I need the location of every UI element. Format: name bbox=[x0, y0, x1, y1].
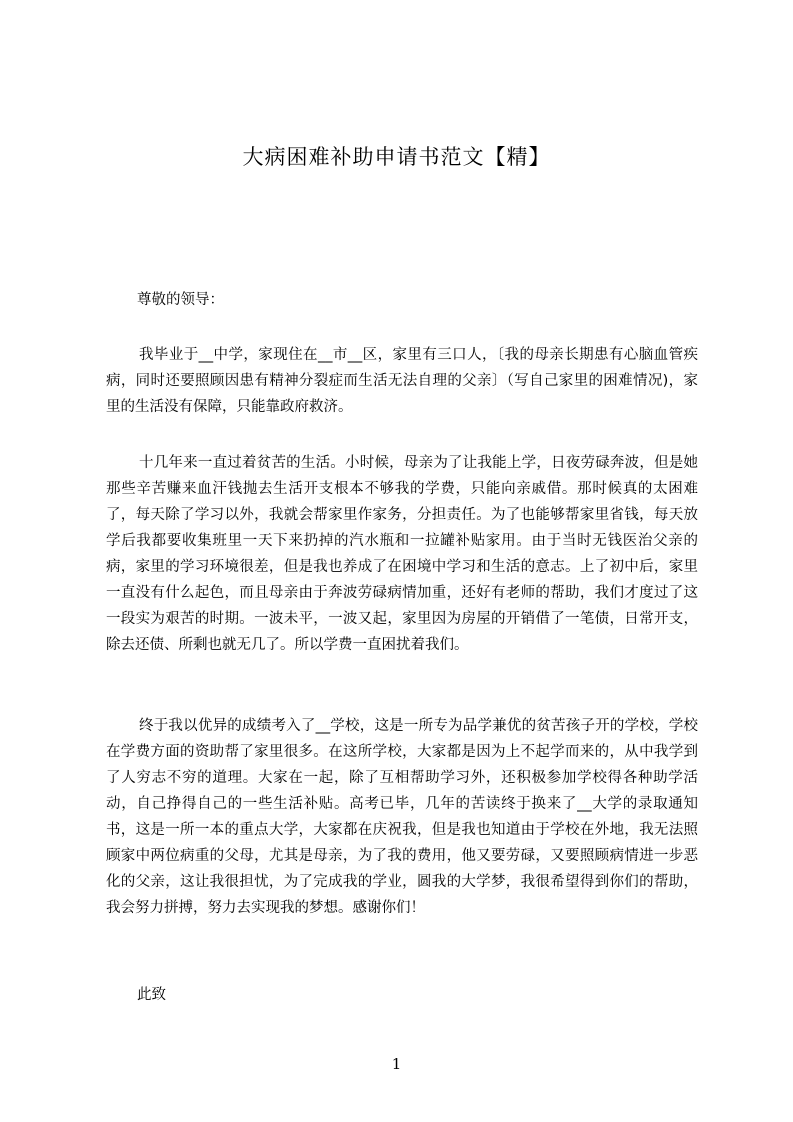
paragraph-childhood-hardship: 十几年来一直过着贫苦的生活。小时候，母亲为了让我能上学，日夜劳碌奔波，但是她那些辛苦赚来血汗钱抛去生活开支根本不够我的学费，只能向亲戚借。那时候真的太困难了，每天除了学习以外，我就会帮家里作家务，分担责任。为了也能够帮家里省钱，每天放学后我都要收集班里一天下来扔掉的汽水瓶和一拉罐补贴家用。由于当时无钱医治父亲的病，家里的学习环境很差，但是我也养成了在困境中学习和生活的意志。上了初中后，家里一直没有什么起色，而且母亲由于奔波劳碌病情加重，还好有老师的帮助，我们才度过了这一段实为艰苦的时期。一波未平，一波又起，家里因为房屋的开销借了一笔债，日常开支，除去还债、所剩也就无几了。所以学费一直困扰着我们。 bbox=[106, 455, 698, 653]
paragraph-school-and-request: 终于我以优异的成绩考入了__学校，这是一所专为品学兼优的贫苦孩子开的学校，学校在学费方面的资助帮了家里很多。在这所学校，大家都是因为上不起学而来的，从中我学到了人穷志不穷的道理。大家在一起，除了互相帮助学习外，还积极参加学校得各种助学活动，自己挣得自己的一些生活补贴。高考已毕，几年的苦读终于换来了__大学的录取通知书，这是一所一本的重点大学，大家都在庆祝我，但是我也知道由于学校在外地，我无法照顾家中两位病重的父母，尤其是母亲，为了我的费用，他又要劳碌，又要照顾病情进一步恶化的父亲，这让我很担忧，为了完成我的学业，圆我的大学梦，我很希望得到你们的帮助，我会努力拼搏，努力去实现我的梦想。感谢你们！ bbox=[106, 718, 698, 916]
salutation: 尊敬的领导： bbox=[137, 292, 224, 308]
paragraph-family-situation: 我毕业于__中学，家现住在__市__区，家里有三口人，〔我的母亲长期患有心脑血管疾病，同时还要照顾因患有精神分裂症而生活无法自理的父亲〕（写自己家里的困难情况)，家里的生活没有保障，只能靠政府救济。 bbox=[106, 347, 698, 415]
closing-phrase: 此致 bbox=[137, 987, 166, 1003]
document-title: 大病困难补助申请书范文【精】 bbox=[242, 145, 551, 169]
page-number: 1 bbox=[391, 1055, 402, 1073]
